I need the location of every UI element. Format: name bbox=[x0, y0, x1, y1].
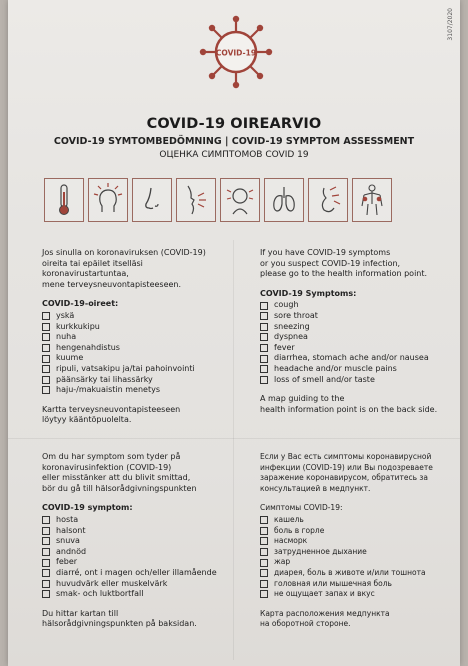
symptom-item: hengenahdistus bbox=[42, 343, 222, 354]
intro-line: eller misstänker att du blivit smittad, bbox=[42, 473, 191, 483]
assessment-sheet bbox=[8, 0, 460, 666]
symptoms-header: COVID-19 symptom: bbox=[42, 503, 133, 513]
footer-line: Du hittar kartan till bbox=[42, 608, 119, 618]
checkbox[interactable] bbox=[42, 355, 50, 363]
symptom-item: feber bbox=[42, 557, 222, 568]
symptom-item: päänsärky tai lihassärky bbox=[42, 375, 222, 386]
symptom-item: huvudvärk eller muskelvärk bbox=[42, 579, 222, 590]
fold-line-vertical bbox=[233, 240, 234, 660]
checkbox[interactable] bbox=[260, 302, 268, 310]
intro-line: koronavirusinfektion (COVID-19) bbox=[42, 462, 172, 472]
nose-icon bbox=[132, 178, 172, 222]
stomach-ache-icon bbox=[308, 178, 348, 222]
checkbox[interactable] bbox=[42, 559, 50, 567]
symptom-item: kurkkukipu bbox=[42, 322, 222, 333]
checkbox[interactable] bbox=[260, 569, 268, 577]
footer-line: A map guiding to the bbox=[260, 394, 345, 404]
symptom-item: головная или мышечная боль bbox=[260, 579, 450, 590]
symptom-item: nuha bbox=[42, 332, 222, 343]
checkbox[interactable] bbox=[42, 344, 50, 352]
page-subtitle-russian: ОЦЕНКА СИМПТОМОВ COVID 19 bbox=[159, 150, 309, 160]
checkbox[interactable] bbox=[42, 590, 50, 598]
symptom-checklist bbox=[42, 311, 222, 396]
lungs-icon bbox=[264, 178, 304, 222]
checkbox[interactable] bbox=[42, 386, 50, 394]
intro-line: oireita tai epäilet itselläsi koronavirustartuntaa, bbox=[42, 258, 143, 279]
symptom-item: жар bbox=[260, 557, 450, 568]
logo-text: COVID-19 bbox=[215, 48, 257, 58]
symptom-item: headache and/or muscle pains bbox=[260, 364, 450, 375]
section-english bbox=[260, 248, 450, 415]
symptom-item: andnöd bbox=[42, 547, 222, 558]
intro-line: Jos sinulla on koronaviruksen (COVID-19) bbox=[42, 248, 206, 257]
checkbox[interactable] bbox=[42, 365, 50, 373]
checkbox[interactable] bbox=[260, 527, 268, 535]
symptoms-header: Симптомы COVID-19: bbox=[260, 503, 343, 513]
checkbox[interactable] bbox=[260, 333, 268, 341]
symptom-item: кашель bbox=[260, 515, 450, 526]
footer-line: Карта расположения медпункта bbox=[260, 608, 390, 618]
symptom-item: yskä bbox=[42, 311, 222, 322]
checkbox[interactable] bbox=[260, 376, 268, 384]
checkbox[interactable] bbox=[260, 365, 268, 373]
symptom-checklist bbox=[260, 300, 450, 385]
footer-line: Kartta terveysneuvontapisteeseen bbox=[42, 404, 181, 414]
symptom-item: боль в горле bbox=[260, 526, 450, 537]
checkbox[interactable] bbox=[42, 537, 50, 545]
symptom-item: halsont bbox=[42, 526, 222, 537]
symptom-item: cough bbox=[260, 300, 450, 311]
sore-throat-icon bbox=[176, 178, 216, 222]
symptom-checklist bbox=[260, 515, 450, 600]
page-title: COVID-19 OIREARVIO bbox=[146, 116, 322, 132]
intro-line: консультацией в медпункт. bbox=[260, 483, 371, 493]
symptoms-header: COVID-19-oireet: bbox=[42, 299, 119, 309]
checkbox[interactable] bbox=[260, 355, 268, 363]
virus-icon bbox=[196, 12, 276, 92]
thermometer-icon bbox=[44, 178, 84, 222]
symptom-item: fever bbox=[260, 343, 450, 354]
symptom-item: smak- och luktbortfall bbox=[42, 589, 222, 600]
symptom-item: dyspnea bbox=[260, 332, 450, 343]
symptom-checklist bbox=[42, 515, 222, 600]
symptom-item: loss of smell and/or taste bbox=[260, 375, 450, 386]
intro-line: инфекции (COVID-19) или Вы подозреваете bbox=[260, 462, 433, 472]
footer-line: hälsorådgivningspunkten på baksidan. bbox=[42, 619, 197, 629]
cough-icon bbox=[220, 178, 260, 222]
checkbox[interactable] bbox=[42, 376, 50, 384]
checkbox[interactable] bbox=[260, 344, 268, 352]
symptom-item: diarrhea, stomach ache and/or nausea bbox=[260, 353, 450, 364]
symptom-item: не ощущает запах и вкус bbox=[260, 589, 450, 600]
symptom-item: насморк bbox=[260, 536, 450, 547]
checkbox[interactable] bbox=[42, 527, 50, 535]
symptom-item: snuva bbox=[42, 536, 222, 547]
symptom-item: sneezing bbox=[260, 322, 450, 333]
symptom-item: diarré, ont i magen och/eller illamående bbox=[42, 568, 222, 579]
section-swedish bbox=[42, 452, 222, 630]
symptom-item: диарея, боль в животе и/или тошнота bbox=[260, 568, 450, 579]
checkbox[interactable] bbox=[42, 569, 50, 577]
section-finnish bbox=[42, 248, 222, 426]
intro-line: Если у Вас есть симптомы коронавирусной bbox=[260, 452, 432, 461]
muscle-pain-icon bbox=[352, 178, 392, 222]
checkbox[interactable] bbox=[42, 548, 50, 556]
symptom-item: затрудненное дыхание bbox=[260, 547, 450, 558]
page-subtitle: COVID-19 SYMTOMBEDÖMNING | COVID-19 SYMPTOM ASSESSMENT bbox=[53, 136, 415, 147]
checkbox[interactable] bbox=[260, 559, 268, 567]
section-russian bbox=[260, 452, 450, 630]
intro-line: If you have COVID-19 symptoms bbox=[260, 248, 391, 257]
intro-line: or you suspect COVID-19 infection, bbox=[260, 258, 401, 268]
symptom-item: sore throat bbox=[260, 311, 450, 322]
checkbox[interactable] bbox=[260, 323, 268, 331]
checkbox[interactable] bbox=[42, 580, 50, 588]
intro-line: заражение коронавирусом, обратитесь за bbox=[260, 473, 428, 483]
intro-line: please go to the health information point. bbox=[260, 269, 428, 279]
covid-virus-logo bbox=[196, 12, 276, 92]
checkbox[interactable] bbox=[260, 537, 268, 545]
symptom-icon-row bbox=[44, 178, 440, 224]
intro-line: mene terveysneuvontapisteeseen. bbox=[42, 279, 182, 289]
headache-icon bbox=[88, 178, 128, 222]
footer-line: health information point is on the back side. bbox=[260, 404, 438, 414]
checkbox[interactable] bbox=[42, 516, 50, 524]
document-code: 3107/2020 bbox=[447, 8, 454, 41]
checkbox[interactable] bbox=[42, 312, 50, 320]
intro-line: bör du gå till hälsorådgivningspunkten bbox=[42, 483, 197, 493]
checkbox[interactable] bbox=[260, 312, 268, 320]
footer-line: на оборотной стороне. bbox=[260, 619, 351, 629]
symptom-item: ripuli, vatsakipu ja/tai pahoinvointi bbox=[42, 364, 222, 375]
footer-line: löytyy kääntöpuolelta. bbox=[42, 415, 132, 425]
checkbox[interactable] bbox=[260, 548, 268, 556]
intro-line: Om du har symptom som tyder på bbox=[42, 452, 181, 461]
symptom-item: hosta bbox=[42, 515, 222, 526]
symptom-item: kuume bbox=[42, 353, 222, 364]
checkbox[interactable] bbox=[260, 590, 268, 598]
symptoms-header: COVID-19 Symptoms: bbox=[260, 288, 357, 298]
checkbox[interactable] bbox=[42, 333, 50, 341]
fold-line-horizontal bbox=[8, 438, 460, 439]
checkbox[interactable] bbox=[260, 516, 268, 524]
checkbox[interactable] bbox=[260, 580, 268, 588]
checkbox[interactable] bbox=[42, 323, 50, 331]
symptom-item: haju-/makuaistin menetys bbox=[42, 385, 222, 396]
